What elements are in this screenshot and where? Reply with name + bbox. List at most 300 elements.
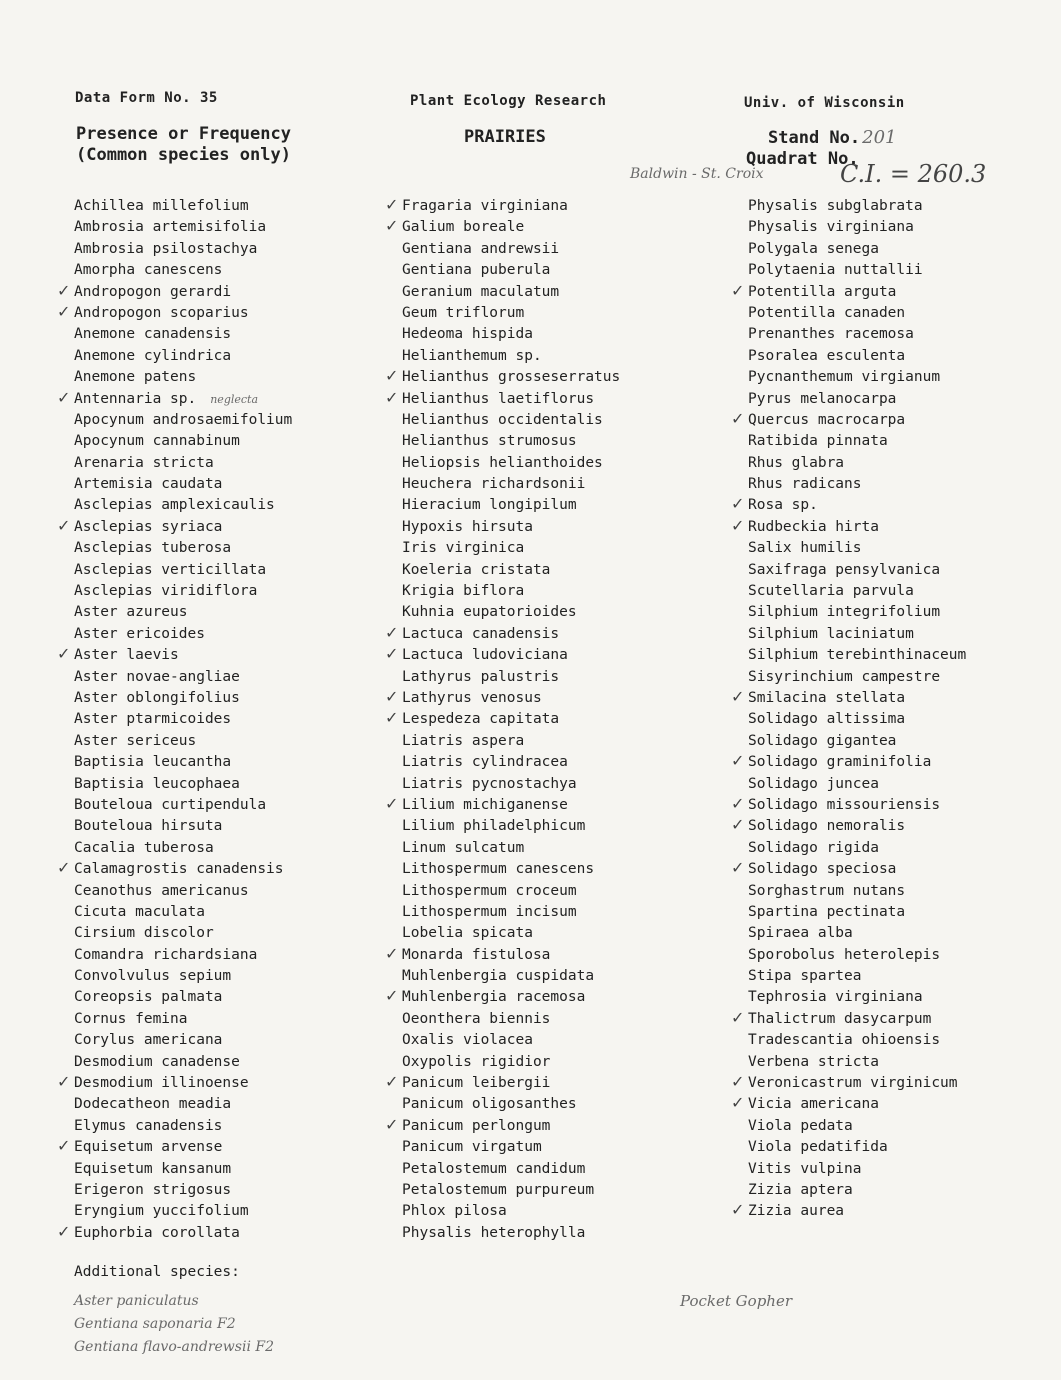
species-row bbox=[57, 858, 292, 880]
species-name: Aster ptarmicoides bbox=[74, 711, 232, 728]
species-name: Arenaria stricta bbox=[74, 454, 214, 471]
species-column-3 bbox=[731, 196, 967, 1223]
species-name: Vicia americana bbox=[748, 1096, 879, 1113]
species-row bbox=[731, 280, 966, 303]
species-name: Solidago graminifolia bbox=[748, 754, 932, 771]
species-row bbox=[748, 346, 966, 367]
species-name: Solidago altissima bbox=[748, 711, 906, 728]
species-name: Fragaria virginiana bbox=[402, 198, 568, 214]
species-name: Heuchera richardsonii bbox=[402, 476, 586, 493]
species-row bbox=[74, 1030, 292, 1051]
species-row bbox=[57, 301, 292, 324]
species-name: Hypoxis hirsuta bbox=[402, 518, 533, 535]
species-name: Sporobolus heterolepis bbox=[748, 946, 941, 963]
check-mark-icon: ✓ bbox=[57, 387, 71, 407]
species-name: Liatris aspera bbox=[402, 732, 525, 749]
species-row bbox=[74, 1159, 292, 1180]
side-note: Pocket Gopher bbox=[680, 1292, 793, 1310]
ci-note: C.I. = 260.3 bbox=[840, 160, 987, 188]
species-row bbox=[385, 195, 620, 217]
additional-entry: Aster paniculatus bbox=[74, 1293, 199, 1309]
check-mark-icon: ✓ bbox=[57, 644, 71, 664]
check-mark-icon: ✓ bbox=[57, 1136, 71, 1156]
species-row bbox=[731, 1007, 966, 1030]
check-mark-icon: ✓ bbox=[731, 1072, 745, 1092]
species-name: Panicum virgatum bbox=[402, 1139, 542, 1156]
species-name: Lactuca canadensis bbox=[402, 625, 560, 642]
species-name: Ambrosia artemisifolia bbox=[74, 219, 267, 236]
species-row bbox=[748, 774, 966, 795]
species-row bbox=[74, 560, 292, 581]
species-name: Lilium michiganense bbox=[402, 796, 568, 813]
species-row bbox=[385, 1072, 620, 1094]
species-name: Salix humilis bbox=[748, 540, 862, 557]
check-mark-icon: ✓ bbox=[385, 1114, 399, 1134]
species-row bbox=[74, 731, 292, 752]
check-mark-icon: ✓ bbox=[57, 280, 71, 300]
species-row bbox=[385, 793, 620, 816]
check-mark-icon: ✓ bbox=[385, 622, 399, 642]
species-name: Lilium philadelphicum bbox=[402, 818, 586, 835]
species-row bbox=[74, 410, 292, 431]
species-name: Physalis virginiana bbox=[748, 219, 914, 236]
species-row bbox=[74, 987, 292, 1008]
species-name: Tradescantia ohioensis bbox=[748, 1032, 941, 1049]
species-name: Veronicastrum virginicum bbox=[748, 1075, 958, 1092]
species-row bbox=[74, 838, 292, 859]
species-row bbox=[731, 408, 966, 431]
species-name: Scutellaria parvula bbox=[748, 583, 914, 600]
species-name: Linum sulcatum bbox=[402, 839, 525, 856]
check-mark-icon: ✓ bbox=[57, 1221, 71, 1241]
species-row bbox=[57, 1072, 292, 1094]
species-name: Comandra richardsiana bbox=[74, 946, 258, 963]
species-name: Rosa sp. bbox=[748, 497, 818, 514]
species-row bbox=[731, 1200, 966, 1222]
species-row bbox=[385, 1114, 620, 1137]
species-row bbox=[402, 324, 620, 345]
species-row bbox=[748, 624, 966, 645]
species-row bbox=[731, 793, 966, 816]
species-row bbox=[402, 260, 620, 281]
species-row bbox=[402, 410, 620, 431]
species-name: Desmodium canadense bbox=[74, 1053, 240, 1070]
species-name: Galium boreale bbox=[402, 219, 525, 236]
species-name: Silphium integrifolium bbox=[748, 604, 941, 621]
species-name: Lathyrus palustris bbox=[402, 668, 560, 685]
species-name: Equisetum arvense bbox=[74, 1139, 223, 1156]
species-row bbox=[748, 303, 966, 324]
species-row bbox=[57, 1136, 292, 1158]
species-name: Silphium laciniatum bbox=[748, 625, 914, 642]
species-row bbox=[748, 945, 966, 966]
check-mark-icon: ✓ bbox=[731, 751, 745, 771]
species-name: Artemisia caudata bbox=[74, 476, 223, 493]
check-mark-icon: ✓ bbox=[731, 494, 745, 514]
check-mark-icon: ✓ bbox=[385, 216, 399, 236]
species-row bbox=[748, 966, 966, 987]
species-name: Spiraea alba bbox=[748, 925, 853, 942]
species-row bbox=[74, 239, 292, 260]
species-row bbox=[748, 560, 966, 581]
species-column-2 bbox=[385, 195, 621, 1244]
check-mark-icon: ✓ bbox=[731, 1007, 745, 1027]
species-row bbox=[57, 515, 292, 538]
species-row bbox=[402, 560, 620, 581]
species-row bbox=[731, 815, 966, 837]
check-mark-icon: ✓ bbox=[57, 515, 71, 535]
species-name: Rudbeckia hirta bbox=[748, 518, 879, 535]
species-row bbox=[731, 751, 966, 773]
species-name: Potentilla arguta bbox=[748, 283, 897, 300]
species-name: Aster oblongifolius bbox=[74, 689, 240, 706]
species-row bbox=[748, 217, 966, 238]
species-name: Amorpha canescens bbox=[74, 262, 223, 279]
check-mark-icon: ✓ bbox=[385, 793, 399, 813]
species-row bbox=[74, 196, 292, 217]
species-name: Asclepias verticillata bbox=[74, 561, 267, 578]
species-name: Zizia aurea bbox=[748, 1203, 845, 1220]
location-note: Baldwin - St. Croix bbox=[630, 166, 764, 182]
check-mark-icon: ✓ bbox=[385, 644, 399, 664]
species-name: Asclepias syriaca bbox=[74, 518, 223, 535]
species-row bbox=[402, 902, 620, 923]
species-name: Potentilla canaden bbox=[748, 304, 906, 321]
species-row bbox=[402, 538, 620, 559]
check-mark-icon: ✓ bbox=[57, 858, 71, 878]
species-name: Helianthus strumosus bbox=[402, 433, 577, 450]
species-row bbox=[402, 346, 620, 367]
species-name: Rhus radicans bbox=[748, 476, 862, 493]
species-name: Baptisia leucophaea bbox=[74, 775, 240, 792]
species-row bbox=[57, 280, 292, 303]
species-name: Calamagrostis canadensis bbox=[74, 861, 284, 878]
species-row bbox=[74, 474, 292, 495]
species-name: Panicum perlongum bbox=[402, 1117, 551, 1134]
species-row bbox=[748, 645, 966, 666]
species-row bbox=[74, 346, 292, 367]
species-name: Cicuta maculata bbox=[74, 903, 205, 920]
species-row bbox=[748, 367, 966, 388]
species-name: Oxypolis rigidior bbox=[402, 1053, 551, 1070]
form-number: Data Form No. 35 bbox=[75, 90, 218, 106]
species-name: Panicum leibergii bbox=[402, 1075, 551, 1092]
species-row bbox=[74, 1052, 292, 1073]
species-row bbox=[74, 709, 292, 730]
species-name: Liatris pycnostachya bbox=[402, 775, 577, 792]
species-name: Sisyrinchium campestre bbox=[748, 668, 941, 685]
species-name: Lathyrus venosus bbox=[402, 689, 542, 706]
species-name: Geum triflorum bbox=[402, 304, 525, 321]
species-name: Hedeoma hispida bbox=[402, 326, 533, 343]
species-row bbox=[402, 581, 620, 602]
title-line-1: Presence or Frequency bbox=[76, 124, 291, 144]
species-name: Verbena stricta bbox=[748, 1053, 879, 1070]
species-name: Helianthemum sp. bbox=[402, 347, 542, 364]
species-row bbox=[748, 1180, 966, 1201]
additional-entry: Gentiana saponaria F2 bbox=[74, 1316, 236, 1332]
species-row bbox=[748, 1137, 966, 1158]
species-name: Lithospermum croceum bbox=[402, 882, 577, 899]
title-line-2: (Common species only) bbox=[76, 145, 291, 165]
species-name: Viola pedatifida bbox=[748, 1139, 888, 1156]
species-row bbox=[748, 709, 966, 730]
species-name: Petalostemum candidum bbox=[402, 1160, 586, 1177]
species-name: Bouteloua curtipendula bbox=[74, 796, 267, 813]
species-row bbox=[74, 431, 292, 452]
check-mark-icon: ✓ bbox=[57, 301, 71, 321]
species-row bbox=[748, 431, 966, 452]
species-name: Quercus macrocarpa bbox=[748, 411, 906, 428]
species-row bbox=[74, 495, 292, 516]
species-row bbox=[731, 515, 966, 538]
check-mark-icon: ✓ bbox=[731, 1093, 745, 1113]
species-row bbox=[748, 260, 966, 281]
check-mark-icon: ✓ bbox=[57, 1072, 71, 1092]
species-name: Cornus femina bbox=[74, 1010, 188, 1027]
species-row bbox=[74, 324, 292, 345]
species-name: Helianthus grosseserratus bbox=[402, 369, 621, 386]
check-mark-icon: ✓ bbox=[385, 1072, 399, 1092]
check-mark-icon: ✓ bbox=[385, 387, 399, 407]
species-row bbox=[74, 260, 292, 281]
species-name: Pycnanthemum virgianum bbox=[748, 369, 941, 386]
species-name: Oeonthera biennis bbox=[402, 1010, 551, 1027]
species-row bbox=[74, 1009, 292, 1030]
species-row bbox=[57, 644, 292, 666]
species-name: Sorghastrum nutans bbox=[748, 882, 906, 899]
check-mark-icon: ✓ bbox=[731, 1200, 745, 1220]
species-row bbox=[402, 966, 620, 987]
species-name: Thalictrum dasycarpum bbox=[748, 1010, 932, 1027]
species-name: Solidago gigantea bbox=[748, 732, 897, 749]
species-name: Heliopsis helianthoides bbox=[402, 454, 603, 471]
species-name: Zizia aptera bbox=[748, 1181, 853, 1198]
species-row bbox=[731, 494, 966, 516]
species-name: Solidago speciosa bbox=[748, 861, 897, 878]
species-row bbox=[385, 986, 620, 1008]
species-row bbox=[748, 838, 966, 859]
species-name: Antennaria sp. bbox=[74, 390, 197, 407]
species-name: Spartina pectinata bbox=[748, 903, 906, 920]
species-name: Asclepias tuberosa bbox=[74, 540, 232, 557]
species-row bbox=[402, 431, 620, 452]
species-row bbox=[74, 1116, 292, 1137]
species-row bbox=[402, 282, 620, 303]
species-row bbox=[74, 217, 292, 238]
species-row bbox=[74, 581, 292, 602]
species-name: Helianthus laetiflorus bbox=[402, 390, 595, 407]
species-row bbox=[57, 1221, 292, 1244]
species-row bbox=[402, 859, 620, 880]
species-row bbox=[402, 1223, 620, 1244]
species-row bbox=[385, 366, 621, 388]
species-row bbox=[402, 838, 620, 859]
species-row bbox=[748, 667, 966, 688]
species-row bbox=[74, 602, 292, 623]
stand-row bbox=[746, 127, 896, 149]
species-row bbox=[402, 1052, 620, 1073]
check-mark-icon: ✓ bbox=[385, 986, 399, 1006]
species-name: Lespedeza capitata bbox=[402, 711, 560, 728]
species-name: Iris virginica bbox=[402, 540, 525, 557]
check-mark-icon: ✓ bbox=[731, 686, 745, 706]
species-row bbox=[402, 752, 620, 773]
species-name: Corylus americana bbox=[74, 1032, 223, 1049]
species-name: Solidago nemoralis bbox=[748, 818, 906, 835]
species-name: Lithospermum canescens bbox=[402, 861, 595, 878]
species-name: Koeleria cristata bbox=[402, 561, 551, 578]
species-row bbox=[748, 538, 966, 559]
species-row bbox=[748, 1116, 966, 1137]
species-name: Andropogon scoparius bbox=[74, 304, 249, 321]
species-name: Phlox pilosa bbox=[402, 1203, 507, 1220]
species-row bbox=[74, 752, 292, 773]
species-name: Achillea millefolium bbox=[74, 198, 249, 214]
species-row bbox=[402, 474, 620, 495]
species-name: Smilacina stellata bbox=[748, 689, 906, 706]
species-row bbox=[57, 387, 292, 410]
species-name: Desmodium illinoense bbox=[74, 1075, 249, 1092]
species-name: Helianthus occidentalis bbox=[402, 411, 603, 428]
species-row bbox=[402, 1137, 620, 1158]
species-name: Euphorbia corollata bbox=[74, 1224, 240, 1241]
species-name: Apocynum cannabinum bbox=[74, 433, 240, 450]
species-name: Stipa spartea bbox=[748, 968, 862, 985]
species-name: Bouteloua hirsuta bbox=[74, 818, 223, 835]
species-row bbox=[731, 1093, 966, 1115]
species-name: Anemone cylindrica bbox=[74, 347, 232, 364]
species-row bbox=[74, 1201, 292, 1222]
species-row bbox=[731, 686, 966, 709]
species-name: Hieracium longipilum bbox=[402, 497, 577, 514]
species-row bbox=[748, 902, 966, 923]
species-column-1 bbox=[57, 196, 293, 1244]
species-name: Apocynum androsaemifolium bbox=[74, 411, 293, 428]
species-row bbox=[402, 1159, 620, 1180]
species-row bbox=[748, 881, 966, 902]
stand-label: Stand No. bbox=[768, 128, 861, 148]
additional-species-label: Additional species: bbox=[74, 1264, 240, 1280]
species-name: Oxalis violacea bbox=[402, 1032, 533, 1049]
prairies-heading: PRAIRIES bbox=[464, 127, 546, 147]
additional-species-list bbox=[74, 1290, 274, 1359]
check-mark-icon: ✓ bbox=[731, 815, 745, 835]
species-row bbox=[402, 881, 620, 902]
species-row bbox=[402, 774, 620, 795]
species-name: Convolvulus sepium bbox=[74, 968, 232, 985]
species-name: Geranium maculatum bbox=[402, 283, 560, 300]
species-row bbox=[74, 367, 292, 388]
check-mark-icon: ✓ bbox=[731, 280, 745, 300]
species-name: Anemone canadensis bbox=[74, 326, 232, 343]
species-name: Lobelia spicata bbox=[402, 925, 533, 942]
species-name: Lithospermum incisum bbox=[402, 903, 577, 920]
species-row bbox=[402, 517, 620, 538]
species-row bbox=[402, 1201, 620, 1222]
university: Univ. of Wisconsin bbox=[744, 95, 905, 111]
species-row bbox=[74, 966, 292, 987]
species-row bbox=[74, 881, 292, 902]
species-row bbox=[74, 667, 292, 688]
species-name: Aster novae-angliae bbox=[74, 668, 240, 685]
species-row bbox=[748, 1030, 966, 1051]
check-mark-icon: ✓ bbox=[731, 408, 745, 428]
species-name: Polytaenia nuttallii bbox=[748, 262, 923, 279]
species-row bbox=[402, 1030, 620, 1051]
species-row bbox=[385, 622, 620, 645]
check-mark-icon: ✓ bbox=[731, 793, 745, 813]
species-row bbox=[74, 816, 292, 837]
additional-entry: Gentiana flavo-andrewsii F2 bbox=[74, 1339, 274, 1355]
species-row bbox=[748, 324, 966, 345]
species-name: Solidago juncea bbox=[748, 775, 879, 792]
species-name: Muhlenbergia cuspidata bbox=[402, 968, 595, 985]
species-row bbox=[402, 1180, 620, 1201]
species-name: Saxifraga pensylvanica bbox=[748, 561, 941, 578]
species-row bbox=[748, 196, 966, 217]
species-name: Kuhnia eupatorioides bbox=[402, 604, 577, 621]
species-row bbox=[731, 858, 966, 880]
species-name: Physalis subglabrata bbox=[748, 198, 923, 214]
species-name: Aster laevis bbox=[74, 647, 179, 664]
species-row bbox=[74, 795, 292, 816]
species-row bbox=[74, 902, 292, 923]
species-name: Polygala senega bbox=[748, 240, 879, 257]
species-row bbox=[731, 1072, 966, 1094]
species-row bbox=[748, 1159, 966, 1180]
stand-value: 201 bbox=[862, 127, 897, 148]
species-row bbox=[402, 453, 620, 474]
species-row bbox=[748, 453, 966, 474]
species-name: Ratibida pinnata bbox=[748, 433, 888, 450]
species-row bbox=[748, 731, 966, 752]
species-row bbox=[748, 923, 966, 944]
species-name: Gentiana puberula bbox=[402, 262, 551, 279]
species-row bbox=[748, 239, 966, 260]
check-mark-icon: ✓ bbox=[731, 858, 745, 878]
species-row bbox=[74, 538, 292, 559]
species-name: Silphium terebinthinaceum bbox=[748, 647, 967, 664]
species-name: Vitis vulpina bbox=[748, 1160, 862, 1177]
species-row bbox=[402, 303, 620, 324]
species-name: Ceanothus americanus bbox=[74, 882, 249, 899]
species-name: Lactuca ludoviciana bbox=[402, 647, 568, 664]
species-name: Cacalia tuberosa bbox=[74, 839, 214, 856]
species-name: Solidago missouriensis bbox=[748, 796, 941, 813]
species-name: Rhus glabra bbox=[748, 454, 845, 471]
species-name: Aster ericoides bbox=[74, 625, 205, 642]
check-mark-icon: ✓ bbox=[385, 686, 399, 706]
species-name: Muhlenbergia racemosa bbox=[402, 989, 586, 1006]
species-name: Asclepias viridiflora bbox=[74, 583, 258, 600]
quadrat-label: Quadrat No. bbox=[746, 149, 859, 169]
species-row bbox=[402, 816, 620, 837]
organization: Plant Ecology Research bbox=[410, 93, 607, 109]
species-row bbox=[402, 1009, 620, 1030]
species-row bbox=[402, 495, 620, 516]
species-name: Aster sericeus bbox=[74, 732, 197, 749]
species-row bbox=[385, 943, 620, 966]
species-name: Panicum oligosanthes bbox=[402, 1096, 577, 1113]
species-name: Petalostemum purpureum bbox=[402, 1181, 595, 1198]
species-name: Elymus canadensis bbox=[74, 1117, 223, 1134]
species-name: Solidago rigida bbox=[748, 839, 879, 856]
species-row bbox=[385, 387, 620, 410]
species-row bbox=[385, 644, 620, 666]
species-name: Monarda fistulosa bbox=[402, 946, 551, 963]
species-row bbox=[74, 945, 292, 966]
